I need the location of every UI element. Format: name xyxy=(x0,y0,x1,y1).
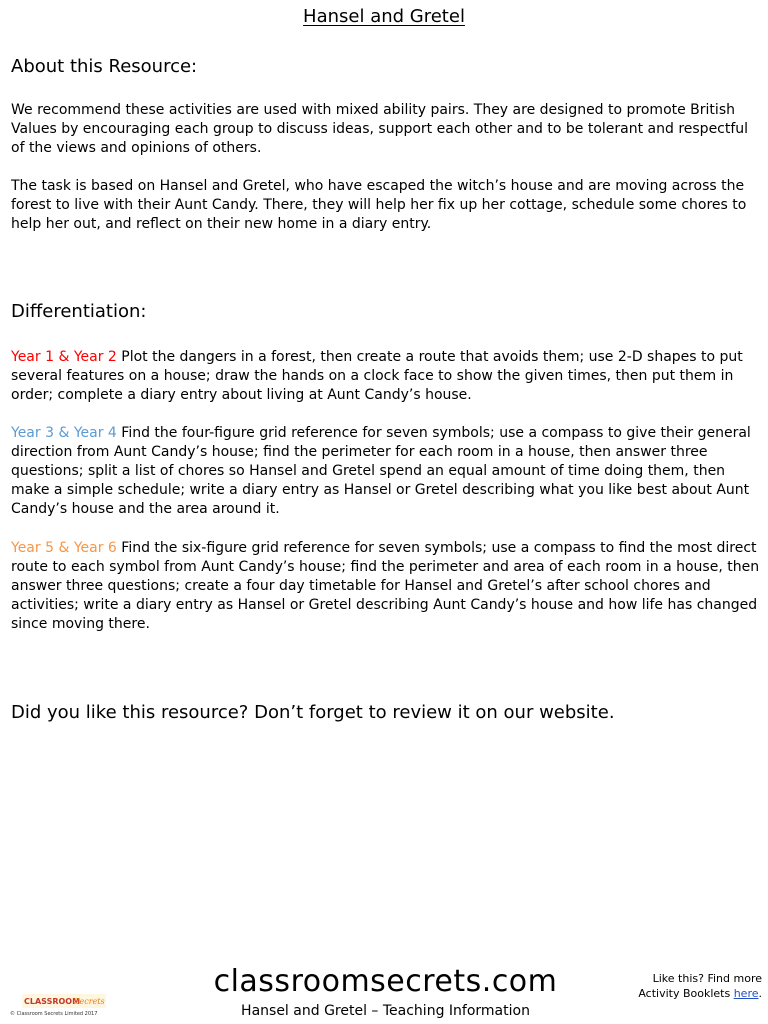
year-3-4-label: Year 3 & Year 4 xyxy=(11,425,117,441)
page-title: Hansel and Gretel xyxy=(303,6,465,27)
footer-promo-line-1: Like this? Find more xyxy=(652,972,762,985)
about-paragraph-2: The task is based on Hansel and Gretel, who have escaped the witch’s house and are moving across the forest to live with their Aunt Candy. There, they will help her fix up her cottage, schedule some chores to help her out, and reflect on their new home in a diary entry. xyxy=(11,178,747,232)
differentiation-year-5-6 xyxy=(11,539,763,634)
differentiation-year-3-4 xyxy=(11,424,763,519)
about-heading: About this Resource: xyxy=(11,56,198,77)
year-5-6-text: Find the six-figure grid reference for seven symbols; use a compass to find the most direct route to each symbol from Aunt Candy’s house; find the perimeter and area of each room in a house, then answer three questions; create a four day timetable for Hansel and Gretel’s after school chores and activities; write a diary entry as Hansel or Gretel describing Aunt Candy’s house and how life has changed since moving there. xyxy=(11,540,760,632)
footer-promo xyxy=(612,971,762,1001)
differentiation-heading: Differentiation: xyxy=(11,301,147,322)
review-prompt: Did you like this resource? Don’t forget to review it on our website. xyxy=(11,702,615,723)
svg-text:CLASSROOM: CLASSROOM xyxy=(24,997,81,1006)
about-paragraph-1: We recommend these activities are used with mixed ability pairs. They are designed to promote British Values by encouraging each group to discuss ideas, support each other and to be tolerant and respectful of the views and opinions of others. xyxy=(11,102,749,156)
differentiation-year-1-2 xyxy=(11,348,763,405)
site-name: classroomsecrets.com xyxy=(213,964,558,999)
year-5-6-label: Year 5 & Year 6 xyxy=(11,540,117,556)
footer-subtitle: Hansel and Gretel – Teaching Information xyxy=(241,1003,530,1019)
copyright-text: © Classroom Secrets Limited 2017 xyxy=(10,1011,98,1017)
year-3-4-text: Find the four-figure grid reference for seven symbols; use a compass to give their general direction from Aunt Candy’s house; find the perimeter for each room in a house, then answer three questions; split a list of chores so Hansel and Gretel spend an equal amount of time doing them, then make a simple schedule; write a diary entry as Hansel or Gretel describing what you like best about Aunt Candy’s house and the area around it. xyxy=(11,425,751,517)
svg-text:Secrets: Secrets xyxy=(74,997,105,1006)
classroom-secrets-logo xyxy=(22,992,106,1010)
activity-booklets-link[interactable]: here xyxy=(733,987,759,1000)
year-1-2-label: Year 1 & Year 2 xyxy=(11,349,117,365)
year-1-2-text: Plot the dangers in a forest, then create a route that avoids them; use 2-D shapes to put several features on a house; draw the hands on a clock face to show the given times, then put them in order; complete a diary entry about living at Aunt Candy’s house. xyxy=(11,349,743,403)
footer-promo-line-2: Activity Booklets here. xyxy=(638,987,762,1000)
